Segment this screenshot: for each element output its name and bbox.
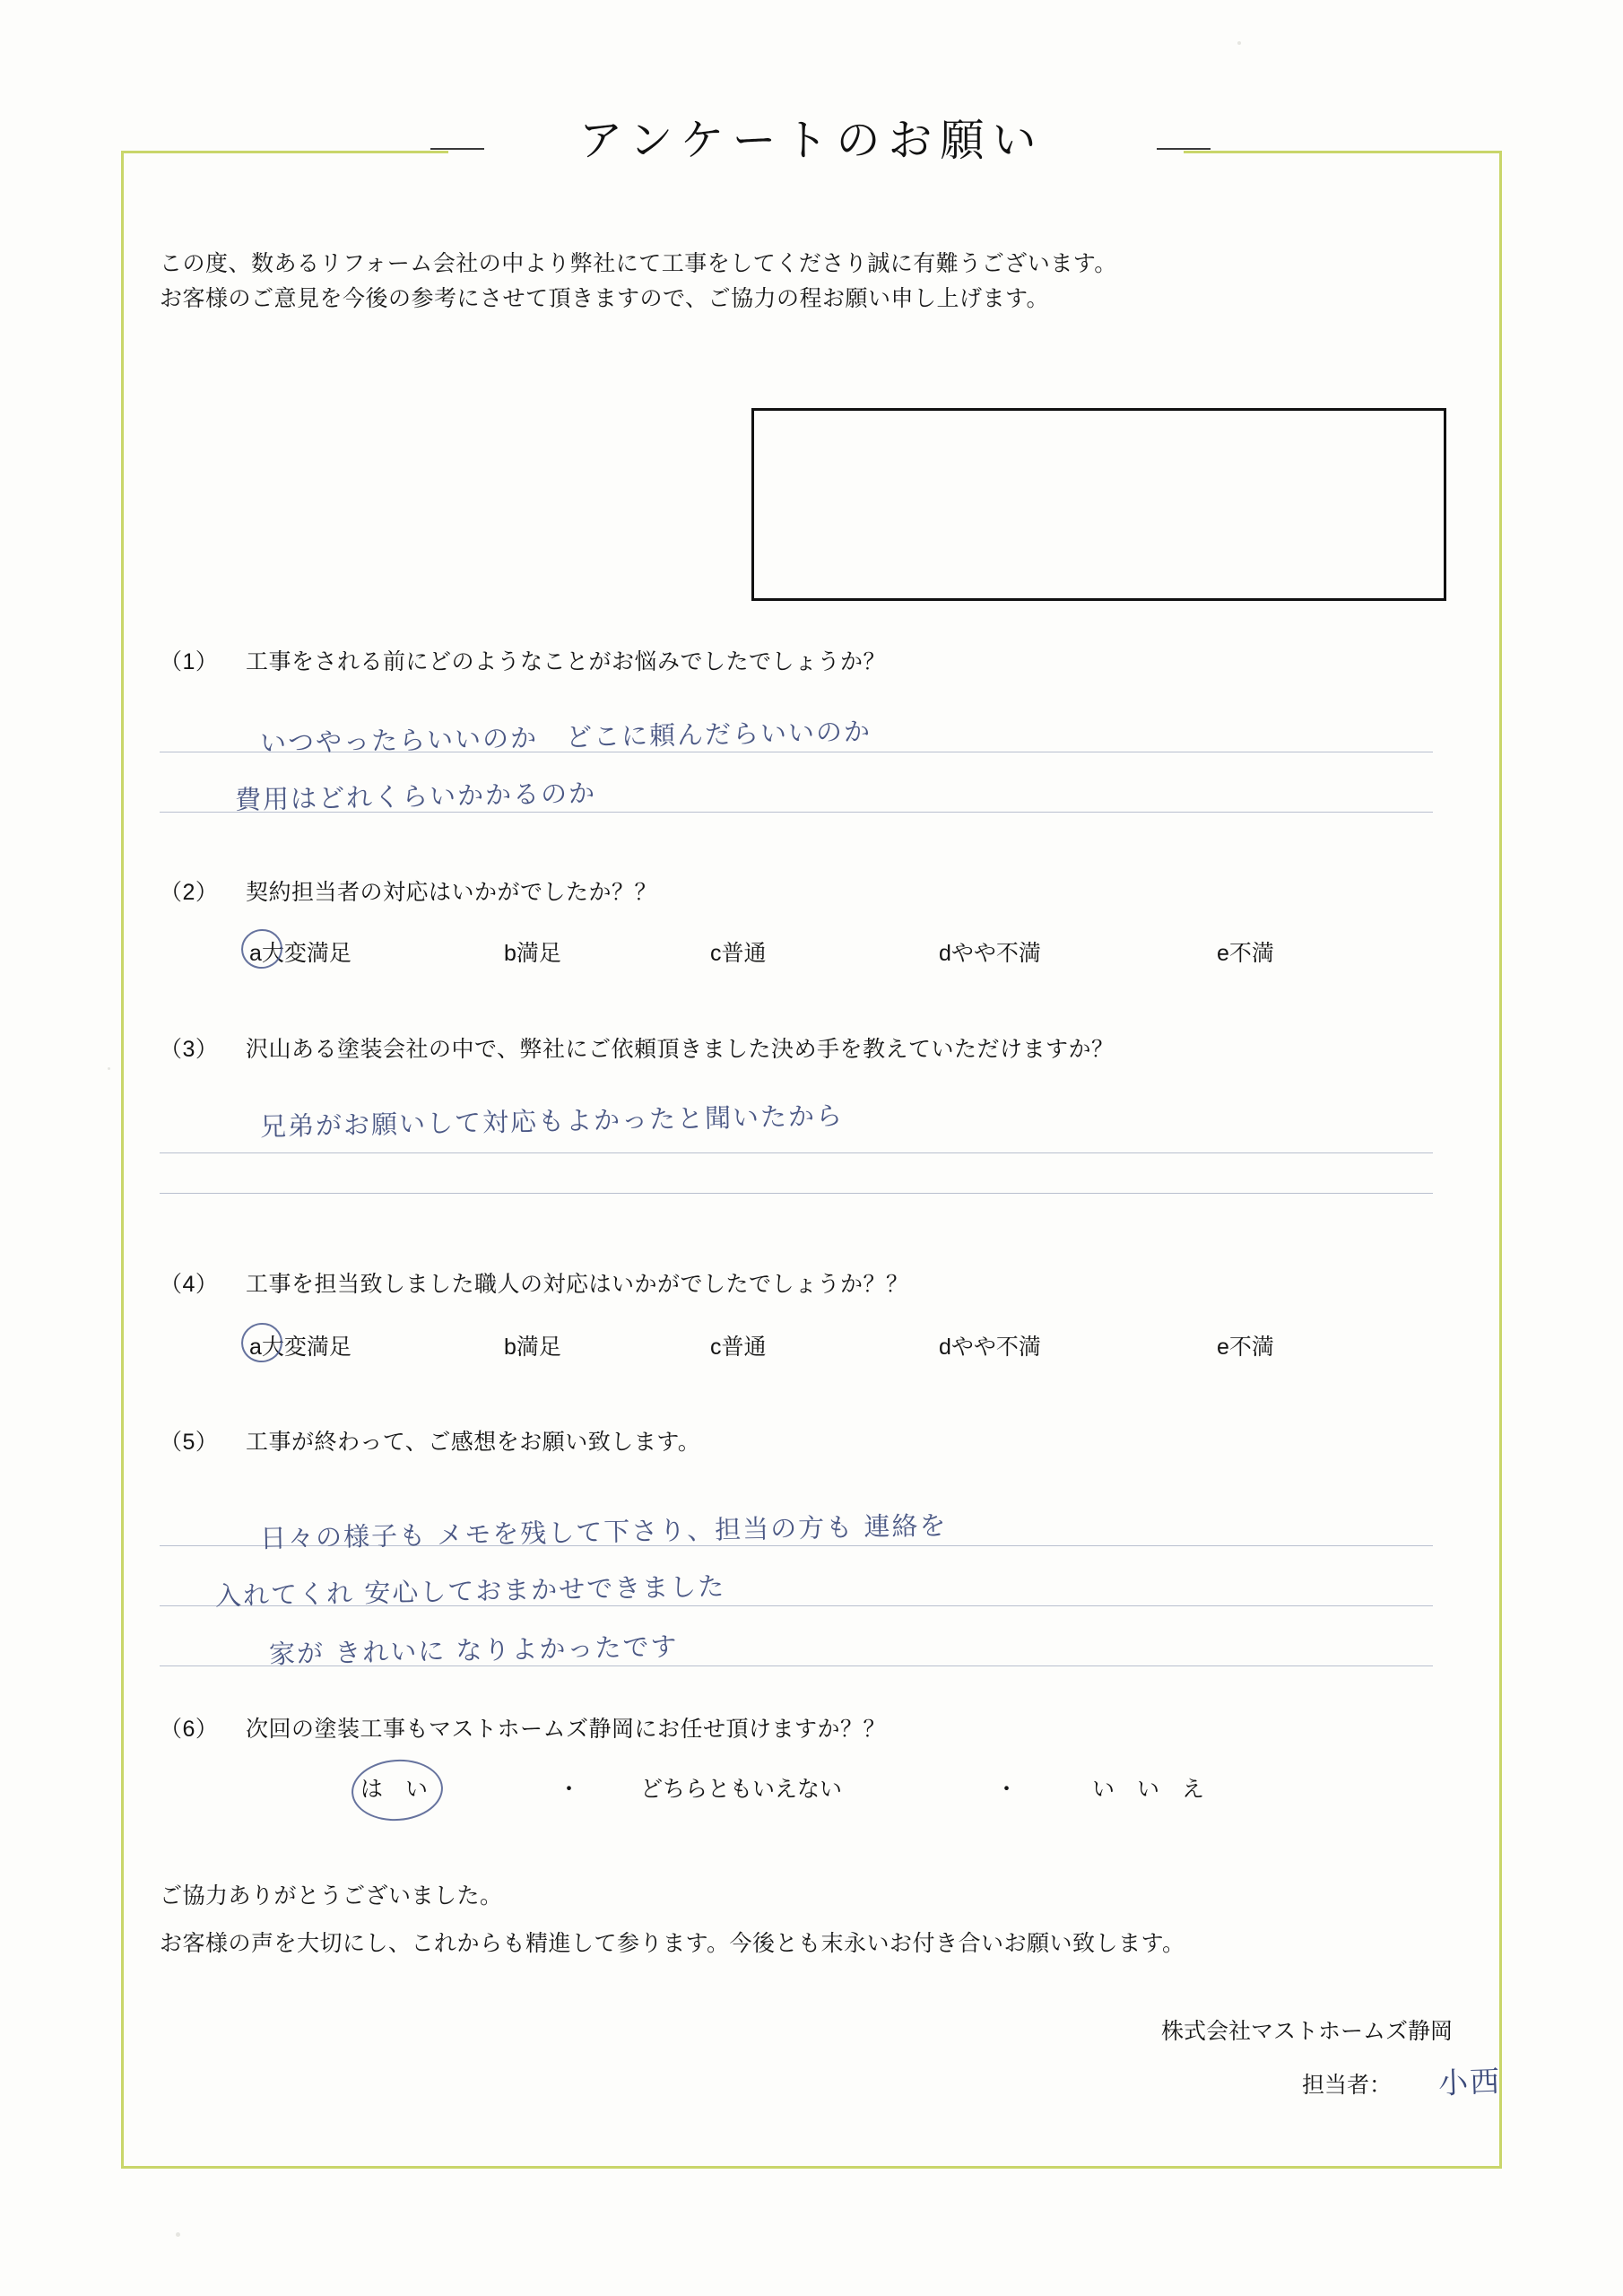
- option-key: e: [1217, 941, 1229, 966]
- option-key: b: [504, 941, 516, 966]
- option-label: 大変満足: [261, 1335, 352, 1360]
- option-key: d: [939, 1335, 951, 1360]
- option-key: e: [1217, 1335, 1229, 1360]
- question-3-text: 沢山ある塗装会社の中で、弊社にご依頼頂きました決め手を教えていただけますか？: [246, 1037, 1115, 1062]
- question-5-number: （5）: [160, 1430, 219, 1455]
- option-label: やや不満: [950, 941, 1041, 966]
- handwritten-answer-5-line-3: 家が きれいに なりよかったです: [268, 1631, 679, 1670]
- option-key: c: [710, 1335, 722, 1360]
- question-4-option-c[interactable]: [710, 1329, 767, 1361]
- customer-name-box[interactable]: [751, 408, 1446, 601]
- option-label: 不満: [1228, 1335, 1274, 1360]
- handwritten-staff-name: 小西: [1437, 2063, 1502, 2101]
- handwritten-answer-1-line-1: いつやったらいいのか どこに頼んだらいいのか: [259, 716, 872, 759]
- question-6-choice-neutral[interactable]: どちらともいえない: [640, 1777, 843, 1802]
- option-label: 満足: [516, 1335, 561, 1360]
- option-label: 大変満足: [261, 941, 352, 966]
- handwritten-answer-5-line-2: 入れてくれ 安心しておまかせできました: [214, 1570, 726, 1612]
- intro-line-1: この度、数あるリフォーム会社の中より弊社にて工事をしてくださり誠に有難うございます。: [160, 251, 1117, 276]
- scan-speck: [108, 1067, 110, 1070]
- option-key: c: [710, 941, 722, 966]
- option-label: 不満: [1228, 941, 1274, 966]
- question-6-separator-1: ・: [558, 1777, 581, 1802]
- question-2-number: （2）: [160, 880, 219, 905]
- page-title: [0, 106, 1623, 169]
- question-1: [160, 644, 886, 676]
- question-2: [160, 874, 657, 907]
- question-4-number: （4）: [160, 1272, 219, 1297]
- question-6-text: 次回の塗装工事もマストホームズ静岡にお任せ頂けますか？？: [246, 1717, 887, 1742]
- question-4-text: 工事を担当致しました職人の対応はいかがでしたでしょうか？？: [246, 1272, 909, 1297]
- question-6-number: （6）: [160, 1717, 219, 1742]
- question-6-choice-yes[interactable]: は い: [360, 1777, 429, 1802]
- footer-thanks: ご協力ありがとうございました。: [160, 1883, 503, 1909]
- question-1-number: （1）: [160, 649, 219, 674]
- question-6-choice-no[interactable]: い い え: [1092, 1777, 1205, 1802]
- answer-rule: [160, 1193, 1433, 1194]
- intro-line-2: お客様のご意見を今後の参考にさせて頂きますので、ご協力の程お願い申し上げます。: [160, 285, 1050, 311]
- question-3: [160, 1031, 1115, 1064]
- company-name: 株式会社マストホームズ静岡: [1160, 2019, 1453, 2044]
- question-2-option-e[interactable]: [1217, 935, 1274, 968]
- question-4: [160, 1266, 909, 1299]
- handwritten-answer-3-line-1: 兄弟がお願いして対応もよかったと聞いたから: [259, 1100, 845, 1143]
- option-key: a: [249, 1335, 262, 1360]
- question-6-choices: [0, 1771, 1623, 1807]
- scan-speck: [1237, 41, 1241, 45]
- question-2-text: 契約担当者の対応はいかがでしたか？？: [246, 880, 658, 905]
- question-6: [160, 1711, 886, 1744]
- question-4-option-d[interactable]: [939, 1329, 1041, 1361]
- question-3-number: （3）: [160, 1037, 219, 1062]
- question-6-separator-2: ・: [995, 1777, 1019, 1802]
- question-5-text: 工事が終わって、ご感想をお願い致します。: [246, 1430, 701, 1455]
- scan-speck: [176, 2232, 180, 2237]
- question-4-option-b[interactable]: [504, 1329, 561, 1361]
- option-label: やや不満: [950, 1335, 1041, 1360]
- footer-text: [160, 1879, 1433, 1961]
- handwritten-answer-1-line-2: 費用はどれくらいかかるのか: [234, 778, 597, 815]
- option-label: 普通: [721, 941, 767, 966]
- page-title-text: アンケートのお願い: [578, 116, 1045, 165]
- question-2-option-c[interactable]: [710, 935, 767, 968]
- option-label: 普通: [721, 1335, 767, 1360]
- option-key: b: [504, 1335, 516, 1360]
- question-5: [160, 1424, 700, 1457]
- staff-label: 担当者：: [1301, 2073, 1392, 2098]
- question-2-option-d[interactable]: [939, 935, 1041, 968]
- option-key: d: [939, 941, 951, 966]
- answer-rule: [160, 1152, 1433, 1153]
- handwritten-answer-5-line-1: 日々の様子も メモを残して下さり、担当の方も 連絡を: [259, 1509, 948, 1554]
- option-label: 満足: [516, 941, 561, 966]
- option-key: a: [249, 941, 262, 966]
- intro-paragraph: [160, 247, 1415, 317]
- question-2-option-b[interactable]: [504, 935, 561, 968]
- footer-closing: お客様の声を大切にし、これからも精進して参ります。今後とも末永いお付き合いお願い致します。: [160, 1930, 1185, 1956]
- question-4-option-e[interactable]: [1217, 1329, 1274, 1361]
- question-1-text: 工事をされる前にどのようなことがお悩みでしたでしょうか？: [246, 649, 887, 674]
